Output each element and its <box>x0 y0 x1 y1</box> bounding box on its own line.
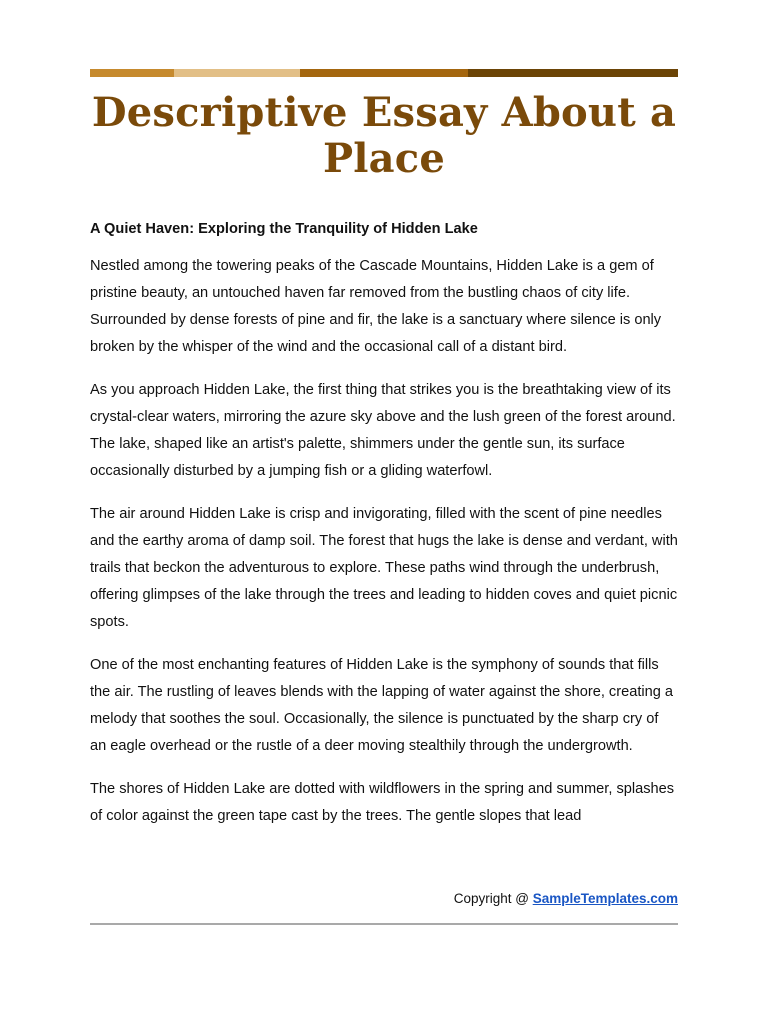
sampletemplates-link[interactable]: SampleTemplates.com <box>532 891 678 906</box>
document-title: Descriptive Essay About a Place <box>91 89 677 182</box>
copyright-label: Copyright @ <box>453 891 533 906</box>
body-paragraph: The air around Hidden Lake is crisp and invigorating, filled with the scent of pine needles and the earthy aroma of damp soil. The forest that hugs the lake is dense and verdant, with trails that beckon the adventurous to explore. These paths wind through the underbrush, offering glimpses of the lake through the trees and leading to hidden coves and quiet picnic spots. <box>90 506 678 630</box>
color-bar-segment <box>174 69 300 77</box>
body-paragraph: One of the most enchanting features of Hidden Lake is the symphony of sounds that fills the air. The rustling of leaves blends with the lapping of water against the shore, creating a melody that soothes the soul. Occasionally, the silence is punctuated by the sharp cry of an eagle overhead or the rustle of a deer moving stealthily through the undergrowth. <box>90 657 674 754</box>
document-page <box>90 69 678 830</box>
color-bar-segment <box>90 69 174 77</box>
essay-heading: A Quiet Haven: Exploring the Tranquility of Hidden Lake <box>90 221 478 237</box>
body-paragraph: Nestled among the towering peaks of the Cascade Mountains, Hidden Lake is a gem of pristine beauty, an untouched haven far removed from the bustling chaos of city life. Surrounded by dense forests of pine and fir, the lake is a sanctuary where silence is only broken by the whisper of the wind and the occasional call of a distant bird. <box>90 258 662 355</box>
decorative-color-bar <box>90 69 678 77</box>
body-paragraph: The shores of Hidden Lake are dotted with wildflowers in the spring and summer, splashes of color against the green tape cast by the trees. The gentle slopes that lead <box>90 781 675 824</box>
color-bar-segment <box>300 69 468 77</box>
footer-divider <box>90 923 678 925</box>
copyright-footer <box>90 889 678 909</box>
body-paragraph: As you approach Hidden Lake, the first thing that strikes you is the breathtaking view of its crystal-clear waters, mirroring the azure sky above and the lush green of the forest around. The lake, shaped like an artist's palette, shimmers under the gentle sun, its surface occasionally disturbed by a jumping fish or a gliding waterfowl. <box>90 382 676 479</box>
color-bar-segment <box>468 69 678 77</box>
